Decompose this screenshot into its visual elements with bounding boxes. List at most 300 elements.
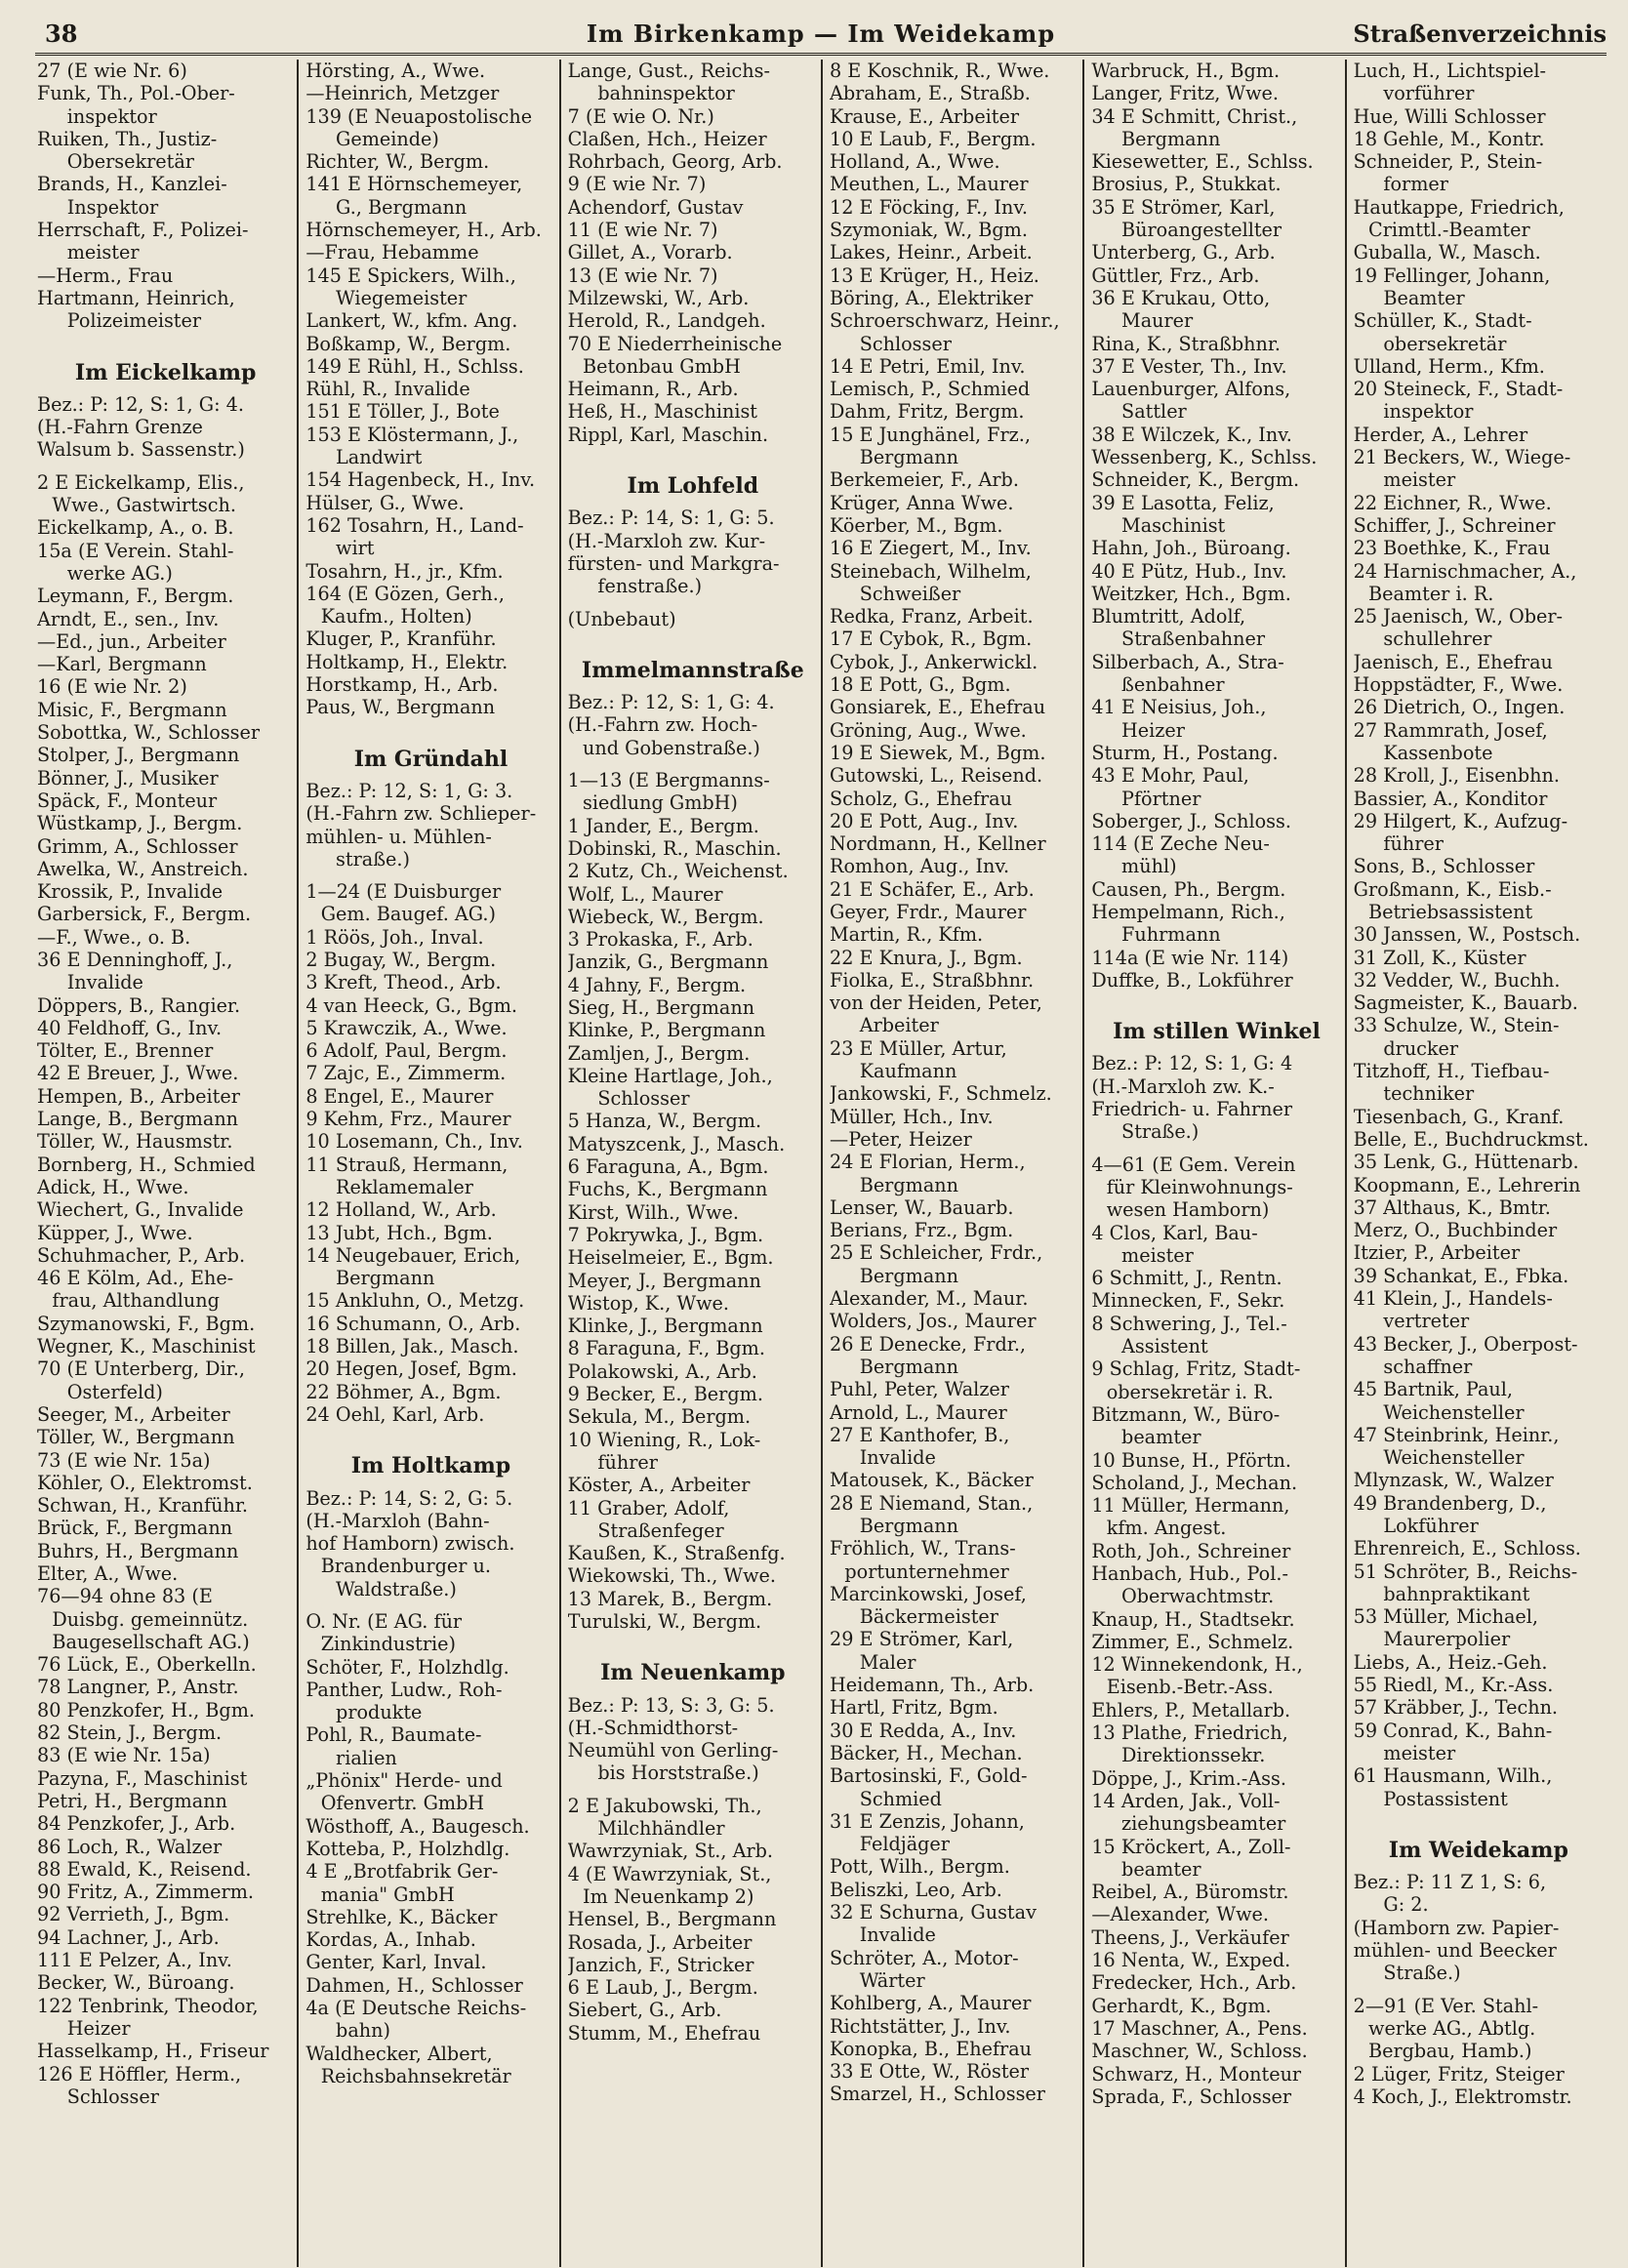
directory-line: Bergmann bbox=[859, 1355, 958, 1378]
directory-line: Ehlers, P., Metallarb. bbox=[1091, 1698, 1291, 1721]
directory-line: Sagmeister, K., Bauarb. bbox=[1353, 992, 1578, 1015]
directory-line: 2 Bugay, W., Bergm. bbox=[305, 948, 497, 971]
directory-line: 41 E Neisius, Joh., bbox=[1091, 696, 1267, 719]
directory-line: Misic, F., Bergmann bbox=[37, 698, 227, 721]
directory-line: Matyszcenk, J., Masch. bbox=[567, 1132, 786, 1155]
directory-line: 43 E Mohr, Paul, bbox=[1091, 764, 1249, 788]
column-4 bbox=[821, 60, 1082, 2267]
directory-line: Polizeimeister bbox=[66, 309, 202, 333]
directory-line: 18 Billen, Jak., Masch. bbox=[305, 1335, 519, 1358]
directory-line: werke AG., Abtlg. bbox=[1368, 2016, 1536, 2040]
directory-line: 38 E Wilczek, K., Inv. bbox=[1091, 423, 1292, 446]
page-number: 38 bbox=[45, 20, 78, 48]
directory-line: 9 Kehm, Frz., Maurer bbox=[305, 1108, 511, 1131]
directory-line: 29 E Strömer, Karl, bbox=[830, 1628, 1014, 1651]
directory-line: Rippl, Karl, Maschin. bbox=[567, 423, 769, 446]
directory-line: 8 Faraguna, F., Bgm. bbox=[567, 1337, 765, 1360]
directory-line: Janzik, G., Bergmann bbox=[567, 951, 769, 974]
directory-line: 154 Hagenbeck, H., Inv. bbox=[305, 468, 536, 492]
directory-line: 59 Conrad, K., Bahn- bbox=[1353, 1719, 1553, 1742]
directory-line: Wawrzyniak, St., Arb. bbox=[567, 1840, 774, 1863]
directory-line: Unterberg, G., Arb. bbox=[1091, 241, 1276, 264]
directory-line: Bergmann bbox=[859, 1173, 958, 1196]
directory-line: 9 Schlag, Fritz, Stadt- bbox=[1091, 1357, 1301, 1381]
directory-line: Pohl, R., Baumate- bbox=[305, 1723, 482, 1747]
directory-line: 4 E „Brotfabrik Ger- bbox=[305, 1860, 499, 1883]
spacer bbox=[1354, 1810, 1604, 1820]
directory-line: 16 E Ziegert, M., Inv. bbox=[830, 537, 1032, 560]
directory-line: Zinkindustrie) bbox=[320, 1633, 456, 1656]
directory-line: 12 E Föcking, F., Inv. bbox=[830, 195, 1029, 219]
directory-line: Bassier, A., Konditor bbox=[1353, 787, 1548, 810]
directory-line: Kaufm., Holten) bbox=[320, 605, 472, 628]
directory-line: Krossik, P., Invalide bbox=[37, 880, 224, 904]
directory-line: Milzewski, W., Arb. bbox=[567, 286, 750, 309]
directory-line: 41 Klein, J., Handels- bbox=[1353, 1287, 1553, 1311]
directory-line: Wolf, L., Maurer bbox=[567, 882, 723, 906]
directory-line: Feldjäger bbox=[859, 1833, 950, 1856]
directory-line: Töller, W., Bergmann bbox=[37, 1426, 235, 1449]
directory-line: Strehlke, K., Bäcker bbox=[305, 1905, 498, 1928]
directory-line: Kirst, Wilh., Wwe. bbox=[567, 1200, 739, 1224]
column-6 bbox=[1345, 60, 1607, 2267]
directory-line: 36 E Denninghoff, J., bbox=[37, 948, 233, 971]
directory-line: portunternehmer bbox=[844, 1559, 1009, 1583]
directory-line: meister bbox=[1121, 1243, 1194, 1267]
directory-line: Bergbau, Hamb.) bbox=[1368, 2040, 1532, 2063]
directory-line: wirt bbox=[336, 537, 375, 560]
directory-line: Bartosinski, F., Gold- bbox=[830, 1764, 1028, 1788]
directory-line: Schmied bbox=[859, 1787, 942, 1810]
directory-line: schullehrer bbox=[1383, 628, 1492, 651]
directory-line: 28 E Niemand, Stan., bbox=[830, 1491, 1034, 1515]
directory-line: —Alexander, Wwe. bbox=[1091, 1903, 1269, 1926]
directory-line: Eisenb.-Betr.-Ass. bbox=[1106, 1676, 1274, 1699]
directory-line: „Phönix" Herde- und bbox=[305, 1769, 503, 1793]
directory-line: Achendorf, Gustav bbox=[567, 195, 744, 219]
directory-line: (H.-Fahrn zw. Schlieper- bbox=[305, 802, 537, 826]
directory-line: Pförtner bbox=[1121, 787, 1201, 810]
directory-line: Reibel, A., Büromstr. bbox=[1091, 1881, 1289, 1904]
directory-line: Schneider, P., Stein- bbox=[1353, 150, 1543, 174]
directory-line: 162 Tosahrn, H., Land- bbox=[305, 513, 524, 537]
directory-line: Schlosser bbox=[597, 1087, 690, 1111]
directory-line: 90 Fritz, A., Zimmerm. bbox=[37, 1881, 254, 1904]
directory-line: Polakowski, A., Arb. bbox=[567, 1359, 757, 1383]
directory-line: Wwe., Gastwirtsch. bbox=[52, 494, 236, 517]
directory-line: Seeger, M., Arbeiter bbox=[37, 1402, 230, 1426]
directory-line: 2 E Jakubowski, Th., bbox=[567, 1794, 762, 1817]
directory-line: Brück, F., Bergmann bbox=[37, 1517, 233, 1540]
directory-line: Turulski, W., Bergm. bbox=[567, 1610, 762, 1633]
directory-line: 25 Jaenisch, W., Ober- bbox=[1353, 605, 1563, 628]
directory-line: obersekretär i. R. bbox=[1106, 1380, 1274, 1403]
directory-line: 7 Pokrywka, J., Bgm. bbox=[567, 1223, 764, 1246]
directory-line: 15a (E Verein. Stahl- bbox=[37, 539, 234, 562]
directory-line: Buhrs, H., Bergmann bbox=[37, 1539, 239, 1562]
directory-line: Kassenbote bbox=[1383, 741, 1493, 764]
directory-line: 32 Vedder, W., Buchh. bbox=[1353, 968, 1561, 992]
directory-line: Lange, Gust., Reichs- bbox=[567, 60, 770, 82]
directory-line: 15 E Junghänel, Frz., bbox=[830, 423, 1031, 446]
directory-line: 11 Müller, Hermann, bbox=[1091, 1494, 1290, 1518]
directory-line: Lakes, Heinr., Arbeit. bbox=[830, 241, 1033, 264]
directory-line: Betriebsassistent bbox=[1368, 900, 1533, 923]
directory-line: Wärter bbox=[859, 1968, 925, 1992]
directory-line: 35 Lenk, G., Hüttenarb. bbox=[1353, 1151, 1579, 1174]
directory-line: 3 Prokaska, F., Arb. bbox=[567, 928, 753, 952]
directory-line: 14 Neugebauer, Erich, bbox=[305, 1243, 521, 1267]
directory-line: 10 Losemann, Ch., Inv. bbox=[305, 1130, 523, 1154]
directory-line: Titzhoff, H., Tiefbau- bbox=[1353, 1060, 1550, 1083]
directory-line: Pazyna, F., Maschinist bbox=[37, 1766, 248, 1790]
directory-line: Funk, Th., Pol.-Ober- bbox=[37, 82, 235, 105]
directory-line: Koopmann, E., Lehrerin bbox=[1353, 1173, 1581, 1196]
directory-line: 70 (E Unterberg, Dir., bbox=[37, 1357, 245, 1381]
directory-line: O. Nr. (E AG. für bbox=[305, 1610, 463, 1633]
directory-line: 5 Hanza, W., Bergm. bbox=[567, 1110, 762, 1133]
directory-line: meister bbox=[1383, 468, 1456, 492]
spacer bbox=[37, 333, 294, 343]
directory-columns bbox=[35, 60, 1607, 2267]
directory-line: Zimmer, E., Schmelz. bbox=[1091, 1630, 1294, 1653]
directory-line: 40 E Pütz, Hub., Inv. bbox=[1091, 559, 1287, 583]
directory-line: 76 Lück, E., Oberkelln. bbox=[37, 1653, 257, 1677]
directory-line: Soberger, J., Schloss. bbox=[1091, 809, 1291, 832]
directory-line: 2 Kutz, Ch., Weichenst. bbox=[567, 860, 789, 883]
directory-line: inspektor bbox=[66, 104, 157, 128]
directory-line: Puhl, Peter, Walzer bbox=[830, 1378, 1009, 1401]
directory-line: 13 (E wie Nr. 7) bbox=[567, 263, 718, 287]
directory-line: Wiekowski, Th., Wwe. bbox=[567, 1564, 776, 1588]
directory-line: 4 Jahny, F., Bergm. bbox=[567, 973, 747, 996]
directory-line: Herold, R., Landgeh. bbox=[567, 309, 766, 333]
directory-line: Geyer, Frdr., Maurer bbox=[830, 900, 1027, 923]
directory-line: 18 E Pott, G., Bgm. bbox=[830, 673, 1011, 697]
directory-line: Genter, Karl, Inval. bbox=[305, 1951, 487, 1974]
directory-line: 4 (E Wawrzyniak, St., bbox=[567, 1862, 772, 1885]
directory-line: für Kleinwohnungs- bbox=[1106, 1175, 1293, 1198]
directory-line: Pott, Wilh., Bergm. bbox=[830, 1855, 1010, 1879]
column-3 bbox=[559, 60, 821, 2267]
directory-line: Martin, R., Kfm. bbox=[830, 923, 984, 947]
directory-line: —F., Wwe., o. B. bbox=[37, 925, 191, 949]
directory-line: (H.-Marxloh zw. K.- bbox=[1091, 1074, 1275, 1098]
directory-line: Güttler, Frz., Arb. bbox=[1091, 263, 1260, 287]
directory-line: mühlen- u. Mühlen- bbox=[305, 825, 492, 848]
directory-line: fenstraße.) bbox=[597, 575, 703, 598]
directory-line: 55 Riedl, M., Kr.-Ass. bbox=[1353, 1674, 1554, 1697]
directory-line: 141 E Hörnschemeyer, bbox=[305, 173, 523, 196]
directory-line: Luch, H., Lichtspiel- bbox=[1353, 60, 1547, 82]
directory-line: Brosius, P., Stukkat. bbox=[1091, 173, 1282, 196]
spacer bbox=[568, 1785, 818, 1795]
directory-line: 39 Schankat, E., Fbka. bbox=[1353, 1264, 1569, 1287]
directory-line: 39 E Lasotta, Feliz, bbox=[1091, 491, 1275, 514]
directory-line: meister bbox=[1383, 1741, 1456, 1764]
directory-line: Horstkamp, H., Arb. bbox=[305, 673, 499, 697]
directory-line: 20 Steineck, F., Stadt- bbox=[1353, 378, 1564, 401]
directory-line: Romhon, Aug., Inv. bbox=[830, 855, 1010, 878]
directory-line: Beliszki, Leo, Arb. bbox=[830, 1878, 1002, 1901]
directory-line: 29 Hilgert, K., Aufzug- bbox=[1353, 809, 1568, 832]
directory-line: Waldstraße.) bbox=[336, 1577, 457, 1600]
directory-line: Schroerschwarz, Heinr., bbox=[830, 309, 1060, 333]
directory-line: werke AG.) bbox=[66, 561, 173, 585]
directory-line: Bäcker, H., Mechan. bbox=[830, 1741, 1023, 1764]
directory-line: Gutowski, L., Reisend. bbox=[830, 764, 1043, 788]
directory-line: Belle, E., Buchdruckmst. bbox=[1353, 1127, 1589, 1151]
street-heading: Im Weidekamp bbox=[1388, 1837, 1568, 1863]
directory-line: Meuthen, L., Maurer bbox=[830, 173, 1029, 196]
directory-line: Baugesellschaft AG.) bbox=[52, 1630, 250, 1653]
directory-line: Bornberg, H., Schmied bbox=[37, 1153, 256, 1176]
directory-line: Schweißer bbox=[859, 582, 961, 605]
directory-line: Döppe, J., Krim.-Ass. bbox=[1091, 1766, 1286, 1790]
directory-line: Brandenburger u. bbox=[320, 1555, 491, 1578]
directory-line: Eickelkamp, A., o. B. bbox=[37, 516, 234, 540]
directory-line: Gem. Baugef. AG.) bbox=[320, 903, 496, 926]
directory-line: 2 Lüger, Fritz, Steiger bbox=[1353, 2062, 1565, 2086]
directory-line: —Heinrich, Metzger bbox=[305, 82, 500, 105]
directory-line: 80 Penzkofer, H., Bgm. bbox=[37, 1698, 255, 1721]
directory-line: Schlosser bbox=[66, 2085, 159, 2108]
directory-line: Awelka, W., Anstreich. bbox=[37, 857, 249, 880]
spacer bbox=[37, 462, 294, 471]
directory-line: Wegner, K., Maschinist bbox=[37, 1335, 256, 1358]
directory-line: inspektor bbox=[1383, 400, 1474, 424]
directory-line: 15 Kröckert, A., Zoll- bbox=[1091, 1835, 1291, 1858]
directory-line: 16 Nenta, W., Exped. bbox=[1091, 1949, 1291, 1972]
directory-line: Arnold, L., Maurer bbox=[830, 1400, 1007, 1424]
directory-line: Osterfeld) bbox=[66, 1380, 163, 1403]
directory-line: Szymoniak, W., Bgm. bbox=[830, 219, 1028, 242]
directory-line: drucker bbox=[1383, 1036, 1459, 1060]
directory-line: Straße.) bbox=[1383, 1962, 1461, 1985]
directory-line: Hempen, B., Arbeiter bbox=[37, 1084, 240, 1108]
directory-line: Invalide bbox=[66, 971, 143, 994]
street-heading: Im Holtkamp bbox=[350, 1453, 511, 1479]
directory-line: 10 Wiening, R., Lok- bbox=[567, 1428, 761, 1451]
directory-line: techniker bbox=[1383, 1082, 1475, 1106]
street-heading: Im Lohfeld bbox=[627, 473, 759, 500]
directory-line: Herrschaft, F., Polizei- bbox=[37, 219, 249, 242]
directory-line: mania" GmbH bbox=[320, 1883, 455, 1906]
directory-line: 2—91 (E Ver. Stahl- bbox=[1353, 1994, 1539, 2017]
directory-line: 3 Kreft, Theod., Arb. bbox=[305, 971, 502, 994]
directory-line: Mlynzask, W., Walzer bbox=[1353, 1469, 1554, 1492]
directory-line: Fuhrmann bbox=[1121, 923, 1221, 947]
directory-line: Straßenfeger bbox=[597, 1519, 724, 1542]
directory-line: 27 (E wie Nr. 6) bbox=[37, 60, 187, 82]
directory-line: Kaußen, K., Straßenfg. bbox=[567, 1542, 786, 1565]
directory-line: 15 Ankluhn, O., Metzg. bbox=[305, 1289, 525, 1313]
directory-line: 17 Maschner, A., Pens. bbox=[1091, 2016, 1308, 2040]
directory-line: Wolders, Jos., Maurer bbox=[830, 1310, 1037, 1333]
directory-line: Tiesenbach, G., Kranf. bbox=[1353, 1105, 1565, 1128]
directory-line: Döppers, B., Rangier. bbox=[37, 993, 241, 1017]
directory-line: Rina, K., Straßbhnr. bbox=[1091, 332, 1281, 355]
directory-line: Hahn, Joh., Büroang. bbox=[1091, 537, 1291, 560]
directory-line: fürsten- und Markgra- bbox=[567, 551, 780, 575]
directory-line: bis Horststraße.) bbox=[597, 1762, 759, 1785]
directory-line: 23 Boethke, K., Frau bbox=[1353, 537, 1551, 560]
directory-line: Hörnschemeyer, H., Arb. bbox=[305, 219, 542, 242]
directory-line: rialien bbox=[336, 1746, 397, 1769]
directory-line: —Ed., jun., Arbeiter bbox=[37, 629, 226, 653]
directory-line: 14 E Petri, Emil, Inv. bbox=[830, 354, 1026, 378]
directory-line: Walsum b. Sassenstr.) bbox=[37, 438, 245, 462]
directory-line: Roth, Joh., Schreiner bbox=[1091, 1539, 1291, 1562]
directory-line: Waldhecker, Albert, bbox=[305, 2042, 493, 2065]
directory-line: 8 Engel, E., Maurer bbox=[305, 1084, 494, 1108]
directory-line: Straßenbahner bbox=[1121, 628, 1266, 651]
directory-line: Alexander, M., Maur. bbox=[830, 1287, 1029, 1311]
directory-line: Claßen, Hch., Heizer bbox=[567, 127, 767, 150]
directory-line: Abraham, E., Straßb. bbox=[830, 82, 1031, 105]
directory-line: Theens, J., Verkäufer bbox=[1091, 1925, 1289, 1949]
directory-line: Schwan, H., Kranführ. bbox=[37, 1494, 248, 1518]
spacer bbox=[568, 446, 818, 456]
directory-line: Schröter, A., Motor- bbox=[830, 1946, 1019, 1969]
directory-line: 27 Rammrath, Josef, bbox=[1353, 718, 1548, 742]
directory-line: Bergmann bbox=[859, 446, 958, 469]
directory-line: (Hamborn zw. Papier- bbox=[1353, 1916, 1560, 1939]
directory-line: Guballa, W., Masch. bbox=[1353, 241, 1541, 264]
directory-line: Richter, W., Bergm. bbox=[305, 150, 490, 174]
directory-line: Bergmann bbox=[859, 1515, 958, 1537]
column-1 bbox=[35, 60, 297, 2267]
directory-line: Krause, E., Arbeiter bbox=[830, 104, 1020, 128]
directory-line: Bitzmann, W., Büro- bbox=[1091, 1402, 1281, 1426]
directory-line: Zamljen, J., Bergm. bbox=[567, 1041, 751, 1065]
spacer bbox=[1091, 1144, 1341, 1154]
directory-line: Sekula, M., Bergm. bbox=[567, 1405, 752, 1429]
directory-line: Schöter, F., Holzhdlg. bbox=[305, 1655, 509, 1679]
directory-line: führer bbox=[1383, 832, 1444, 856]
directory-line: 139 (E Neuapostolische bbox=[305, 104, 533, 128]
directory-line: Hülser, G., Wwe. bbox=[305, 491, 465, 514]
directory-line: Itzier, P., Arbeiter bbox=[1353, 1241, 1521, 1265]
directory-line: Ulland, Herm., Kfm. bbox=[1353, 354, 1545, 378]
spacer bbox=[568, 630, 818, 640]
directory-line: Garbersick, F., Bergm. bbox=[37, 903, 252, 926]
directory-line: G: 2. bbox=[1383, 1893, 1429, 1917]
directory-line: Sturm, H., Postang. bbox=[1091, 741, 1279, 764]
directory-line: vorführer bbox=[1383, 82, 1475, 105]
directory-line: 12 Winnekendonk, H., bbox=[1091, 1653, 1303, 1677]
directory-line: Heidemann, Th., Arb. bbox=[830, 1674, 1035, 1697]
directory-line: Grimm, A., Schlosser bbox=[37, 834, 238, 858]
directory-line: 53 Müller, Michael, bbox=[1353, 1605, 1538, 1629]
directory-line: Petri, H., Bergmann bbox=[37, 1789, 227, 1812]
directory-line: Bez.: P: 12, S: 1, G: 4. bbox=[37, 392, 244, 416]
directory-line: 164 (E Gözen, Gerh., bbox=[305, 582, 505, 605]
directory-line: Wiegemeister bbox=[336, 286, 468, 309]
directory-line: Paus, W., Bergmann bbox=[305, 696, 496, 719]
directory-line: bahninspektor bbox=[597, 82, 735, 105]
directory-line: 11 Strauß, Hermann, bbox=[305, 1153, 509, 1176]
directory-line: 21 E Schäfer, E., Arb. bbox=[830, 877, 1035, 901]
directory-line: Maschinist bbox=[1121, 513, 1226, 537]
spacer bbox=[305, 1600, 555, 1610]
directory-line: 24 Oehl, Karl, Arb. bbox=[305, 1402, 485, 1426]
directory-line: Wistop, K., Wwe. bbox=[567, 1291, 729, 1315]
directory-line: 7 Zajc, E., Zimmerm. bbox=[305, 1062, 507, 1085]
directory-line: Hoppstädter, F., Wwe. bbox=[1353, 673, 1564, 697]
directory-line: 153 E Klöstermann, J., bbox=[305, 423, 519, 446]
directory-line: 82 Stein, J., Bergm. bbox=[37, 1721, 223, 1745]
directory-line: 19 E Siewek, M., Bgm. bbox=[830, 741, 1046, 764]
directory-line: 5 Krawczik, A., Wwe. bbox=[305, 1016, 508, 1039]
directory-line: Rohrbach, Georg, Arb. bbox=[567, 150, 783, 174]
spacer bbox=[305, 719, 555, 729]
directory-line: Heizer bbox=[1121, 718, 1185, 742]
directory-line: Milchhändler bbox=[597, 1817, 725, 1841]
directory-line: Duffke, B., Lokführer bbox=[1091, 968, 1293, 992]
directory-line: —Karl, Bergmann bbox=[37, 653, 207, 676]
directory-line: 25 E Schleicher, Frdr., bbox=[830, 1241, 1043, 1265]
directory-line: 6 Faraguna, A., Bgm. bbox=[567, 1155, 769, 1179]
directory-line: bahnpraktikant bbox=[1383, 1582, 1530, 1605]
directory-line: Kordas, A., Inhab. bbox=[305, 1928, 476, 1952]
directory-line: frau, Althandlung bbox=[52, 1289, 220, 1313]
directory-line: Bez.: P: 12, S: 1, G: 4. bbox=[567, 691, 775, 714]
directory-line: Klinke, J., Bergmann bbox=[567, 1315, 763, 1338]
directory-line: Panther, Ludw., Roh- bbox=[305, 1678, 503, 1701]
directory-line: Köerber, M., Bgm. bbox=[830, 513, 1003, 537]
directory-line: Hempelmann, Rich., bbox=[1091, 900, 1285, 923]
directory-line: Leymann, F., Bergm. bbox=[37, 585, 234, 608]
directory-line: Weitzker, Hch., Bgm. bbox=[1091, 582, 1291, 605]
directory-line: 18 Gehle, M., Kontr. bbox=[1353, 127, 1545, 150]
directory-line: Reklamemaler bbox=[336, 1175, 473, 1198]
directory-line: Schüller, K., Stadt- bbox=[1353, 309, 1532, 333]
spacer bbox=[1354, 1985, 1604, 1995]
directory-line: Maler bbox=[859, 1650, 916, 1674]
directory-line: 145 E Spickers, Wilh., bbox=[305, 263, 516, 287]
directory-line: Merz, O., Buchbinder bbox=[1353, 1219, 1558, 1242]
directory-line: Fiolka, E., Straßbhnr. bbox=[830, 968, 1035, 992]
directory-line: 10 E Laub, F., Bergm. bbox=[830, 127, 1037, 150]
directory-line: beamter bbox=[1121, 1426, 1201, 1449]
directory-line: Hensel, B., Bergmann bbox=[567, 1908, 777, 1931]
directory-line: 10 Bunse, H., Pförtn. bbox=[1091, 1448, 1291, 1472]
directory-line: Gerhardt, K., Bgm. bbox=[1091, 1994, 1272, 2017]
directory-line: produkte bbox=[336, 1701, 423, 1724]
directory-line: Beamter bbox=[1383, 286, 1465, 309]
directory-line: Warbruck, H., Bgm. bbox=[1091, 60, 1281, 82]
directory-line: und Gobenstraße.) bbox=[583, 736, 760, 759]
directory-line: 1—13 (E Bergmanns- bbox=[567, 769, 770, 792]
directory-line: 30 E Redda, A., Inv. bbox=[830, 1719, 1017, 1742]
directory-line: 33 E Otte, W., Röster bbox=[830, 2060, 1030, 2084]
directory-line: Duisbg. gemeinnütz. bbox=[52, 1607, 249, 1631]
directory-line: Stumm, M., Ehefrau bbox=[567, 2021, 761, 2045]
directory-line: Oberwachtmstr. bbox=[1121, 1585, 1275, 1608]
directory-line: 13 E Krüger, H., Heiz. bbox=[830, 263, 1039, 287]
directory-line: Im Neuenkamp 2) bbox=[583, 1884, 754, 1908]
directory-line: Causen, Ph., Bergm. bbox=[1091, 877, 1286, 901]
column-2 bbox=[297, 60, 558, 2267]
directory-line: Lauenburger, Alfons, bbox=[1091, 378, 1291, 401]
directory-line: Bez.: P: 12, S: 1, G: 4 bbox=[1091, 1052, 1293, 1075]
directory-line: 1 Röös, Joh., Inval. bbox=[305, 925, 484, 949]
directory-line: beamter bbox=[1121, 1857, 1201, 1881]
directory-line: 32 E Schurna, Gustav bbox=[830, 1901, 1037, 1924]
directory-line: 17 E Cybok, R., Bgm. bbox=[830, 628, 1033, 651]
directory-line: 23 E Müller, Artur, bbox=[830, 1036, 1007, 1060]
